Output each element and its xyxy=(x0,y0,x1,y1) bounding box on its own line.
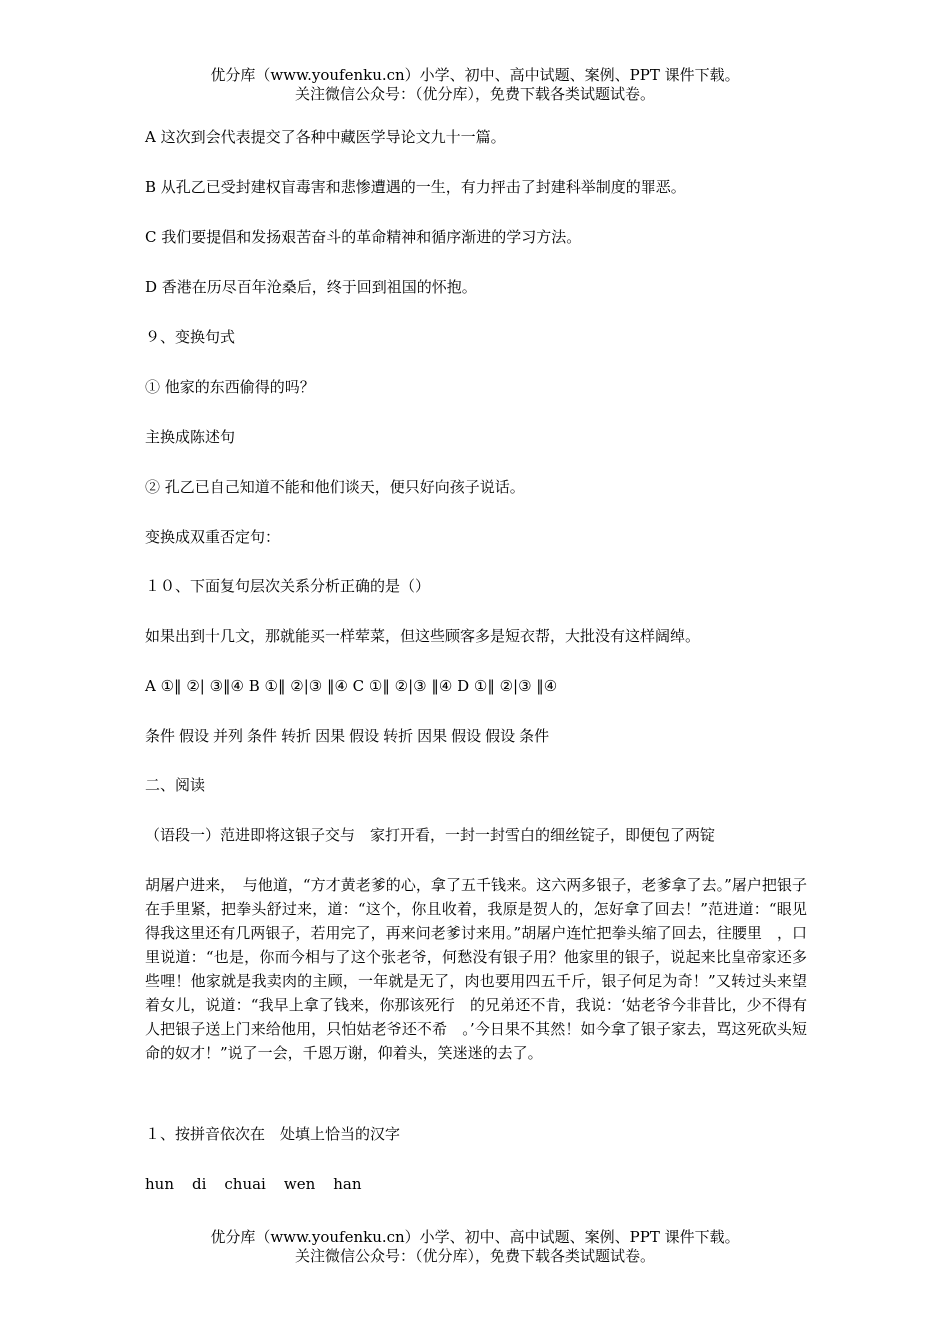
question-10-sentence: 如果出到十几文，那就能买一样荤菜，但这些顾客多是短衣帮，大批没有这样阔绰。 xyxy=(145,627,701,645)
question-10-options: A ①‖ ②| ③‖④ B ①‖ ②|③ ‖④ C ①‖ ②|③ ‖④ D ①‖ ②|③ ‖④ xyxy=(145,677,558,695)
option-b: B 从孔乙已受封建权盲毒害和悲惨遭遇的一生，有力抨击了封建科举制度的罪恶。 xyxy=(145,178,686,196)
relation-label: 假设 xyxy=(485,727,516,745)
relation-label: 因果 xyxy=(315,727,346,745)
reading-question-1: １、按拼音依次在 处填上恰当的汉字 xyxy=(145,1125,401,1143)
question-9-item-1: ① 他家的东西偷得的吗？ xyxy=(145,378,315,396)
relation-label: 转折 xyxy=(383,727,414,745)
relation-label: 假设 xyxy=(349,727,380,745)
option-d: D 香港在历尽百年沧桑后，终于回到祖国的怀抱。 xyxy=(145,278,477,296)
pinyin-item: chuai xyxy=(224,1175,266,1193)
reading-section-title: 二、阅读 xyxy=(145,776,206,794)
page-header xyxy=(0,66,950,104)
relation-labels xyxy=(145,726,553,746)
footer-line-2: 关注微信公众号：（优分库），免费下载各类试题试卷。 xyxy=(294,1247,655,1265)
pinyin-item: wen xyxy=(283,1175,316,1193)
option-a: A 这次到会代表提交了各种中藏医学导论文九十一篇。 xyxy=(145,128,506,146)
question-9-item-2-instruction: 变换成双重否定句： xyxy=(145,528,281,546)
relation-label: 因果 xyxy=(417,727,448,745)
relation-label: 假设 xyxy=(179,727,210,745)
page-footer xyxy=(0,1228,950,1266)
relation-label: 转折 xyxy=(281,727,312,745)
relation-label: 假设 xyxy=(451,727,482,745)
passage-body: 胡屠户进来， 与他道，“方才黄老爹的心，拿了五千钱来。这六两多银子，老爹拿了去。”屠户把银子在手里紧，把拳头舒过来，道：“这个，你且收着，我原是贺人的，怎好拿了回去！”范进道：“眼见得我这里还有几两银子，若用完了，再来问老爹讨来用。”胡屠户连忙把拳头缩了回去，往腰里 ，口里说道：“也是，你而今相与了这个张老爷，何愁没有银子用？他家里的银子，说起来比皇帝家还多些哩！他家就是我卖肉的主顾，一年就是无了，肉也要用四五千斤，银子何足为奇！”又转过头来望着女儿，说道：“我早上拿了钱来，你那该死行 的兄弟还不肯，我说：‘姑老爷今非昔比，少不得有人把银子送上门来给他用，只怕姑老爷还不希 。’今日果不其然！如今拿了银子家去，骂这死砍头短命的奴才！”说了一会，千恩万谢，仰着头，笑迷迷的去了。 xyxy=(145,876,807,1062)
header-line-1: 优分库（www.youfenku.cn）小学、初中、高中试题、案例、PPT 课件下载。 xyxy=(210,66,740,84)
pinyin-list xyxy=(145,1174,380,1194)
relation-label: 条件 xyxy=(519,727,550,745)
question-10-title: １０、下面复句层次关系分析正确的是（） xyxy=(145,577,431,595)
option-c: C 我们要提倡和发扬艰苦奋斗的革命精神和循序渐进的学习方法。 xyxy=(145,228,582,246)
relation-label: 条件 xyxy=(145,727,176,745)
pinyin-item: di xyxy=(191,1175,207,1193)
pinyin-item: han xyxy=(333,1175,362,1193)
relation-label: 条件 xyxy=(247,727,278,745)
question-9-item-1-instruction: 主换成陈述句 xyxy=(145,428,236,446)
footer-line-1: 优分库（www.youfenku.cn）小学、初中、高中试题、案例、PPT 课件下载。 xyxy=(210,1228,740,1246)
header-line-2: 关注微信公众号：（优分库），免费下载各类试题试卷。 xyxy=(294,85,655,103)
question-9-title: ９、变换句式 xyxy=(145,328,236,346)
pinyin-item: hun xyxy=(145,1175,174,1193)
passage-intro: （语段一）范进即将这银子交与 家打开看，一封一封雪白的细丝锭子，即便包了两锭 xyxy=(145,826,716,844)
question-9-item-2: ② 孔乙已自己知道不能和他们谈天，便只好向孩子说话。 xyxy=(145,478,525,496)
relation-label: 并列 xyxy=(213,727,244,745)
